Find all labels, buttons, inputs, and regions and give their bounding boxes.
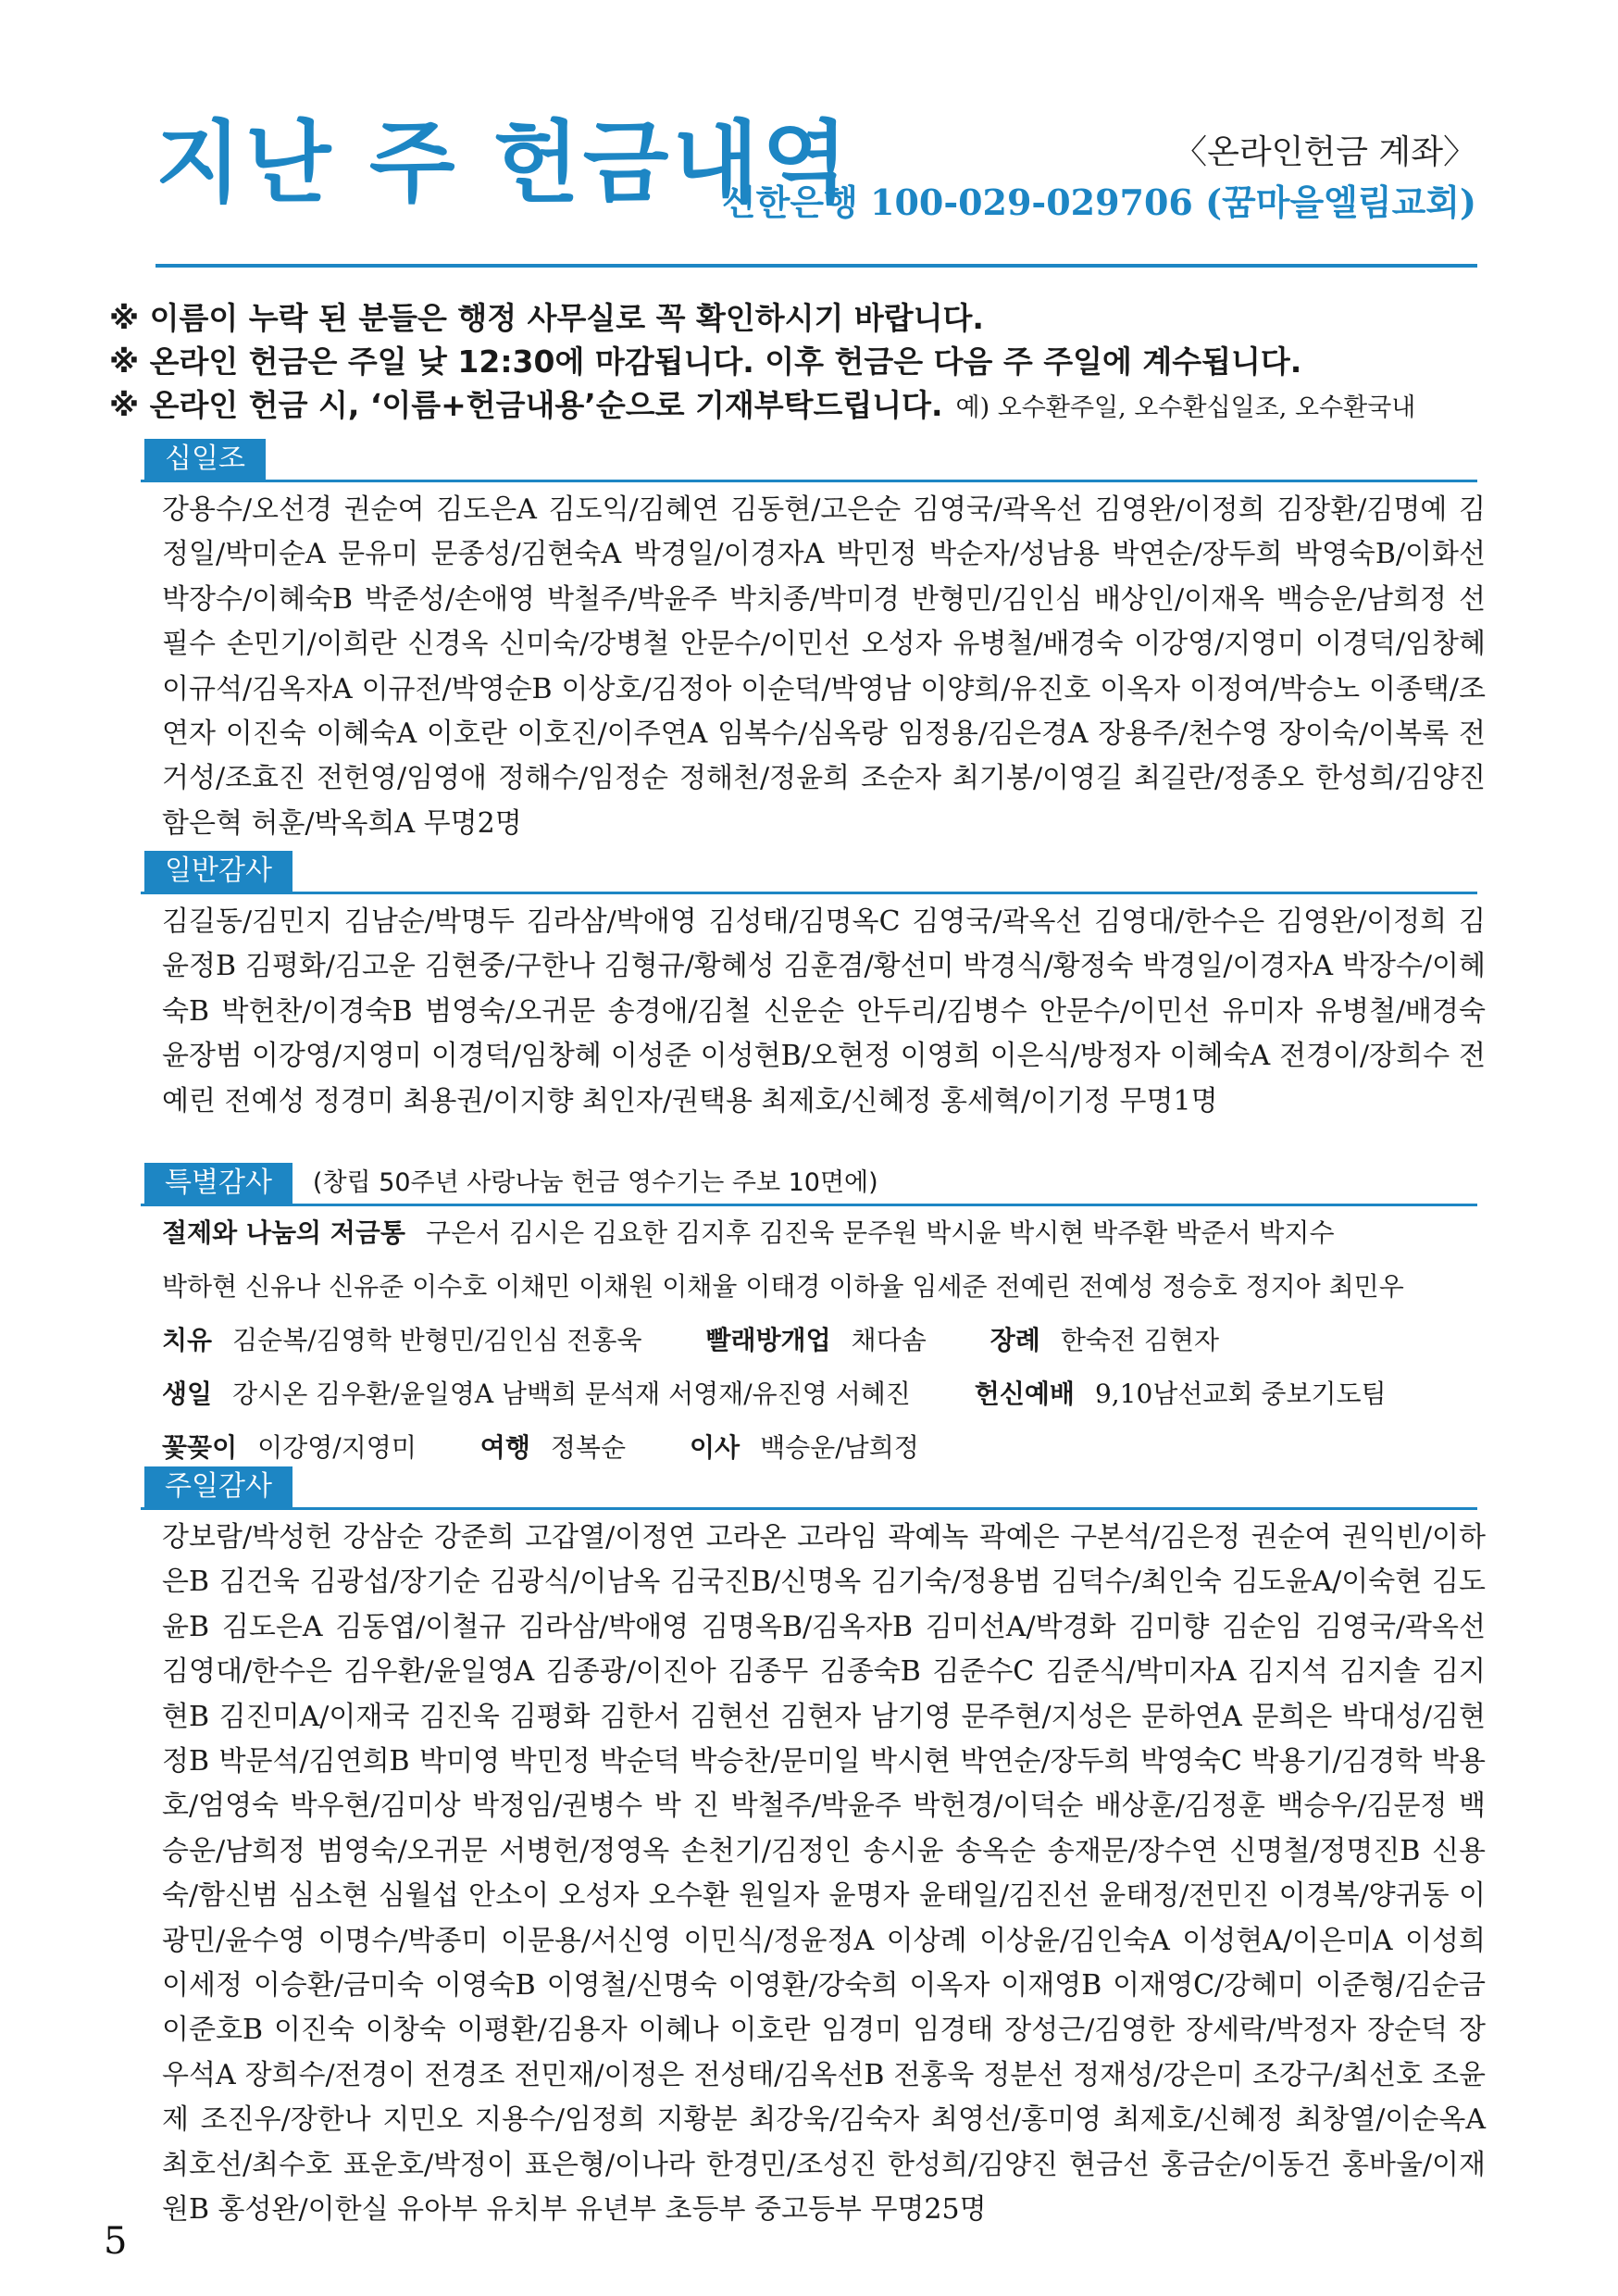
special-item-value: 이강영/지영미 bbox=[257, 1432, 417, 1463]
special-item-value: 구은서 김시은 김요한 김지후 김진욱 문주원 박시윤 박시현 박주환 박준서 박지수 bbox=[425, 1217, 1335, 1248]
notice-example: 예) 오수환주일, 오수환십일조, 오수환국내 bbox=[955, 393, 1416, 422]
section-special-thanks bbox=[141, 1163, 1477, 1475]
special-note: (창립 50주년 사랑나눔 헌금 영수기는 주보 10면에) bbox=[312, 1168, 878, 1197]
section-label-general: 일반감사 bbox=[144, 851, 292, 892]
section-label-sunday: 주일감사 bbox=[144, 1466, 292, 1507]
section-header bbox=[141, 851, 1477, 894]
special-row-saving-cont bbox=[162, 1260, 1486, 1314]
notice-online-format bbox=[109, 381, 1415, 425]
section-sunday-thanks bbox=[141, 1466, 1486, 2233]
special-item-label: 치유 bbox=[162, 1325, 213, 1355]
special-item-value: 강시온 김우환/윤일영A 남백희 문석재 서영재/유진영 서혜진 bbox=[232, 1379, 911, 1409]
tithe-names: 강용수/오선경 권순여 김도은A 김도익/김혜연 김동현/고은순 김영국/곽옥선 김영완/이정희 김장환/김명예 김정일/박미순A 문유미 문종성/김현숙A 박경일/이경자A 박민정 박순자/성남용 박연순/장두희 박영숙B/이화선 박장수/이혜숙B 박준성/손애영 박철주/박윤주 박치종/박미경 반형민/김인심 배상인/이재옥 백승운/남희정 선필수 손민기/이희란 신경옥 신미숙/강병철 안문수/이민선 오성자 유병철/배경숙 이강영/지영미 이경덕/임창혜 이규석/김옥자A 이규전/박영순B 이상호/김정아 이순덕/박영남 이양희/유진호 이옥자 이정여/박승노 이종택/조연자 이진숙 이혜숙A 이호란 이호진/이주연A 임복수/심옥랑 임정용/김은경A 장용주/천수영 장이숙/이복록 전거성/조효진 전헌영/임영애 정해수/임정순 정해천/정윤희 조순자 최기봉/이영길 최길란/정종오 한성희/김양진 함은혁 허훈/박옥희A 무명2명 bbox=[162, 493, 1486, 840]
account-label: 〈온라인헌금 계좌〉 bbox=[1174, 133, 1476, 171]
special-item-label: 이사 bbox=[689, 1432, 741, 1463]
section-general-thanks bbox=[141, 851, 1486, 1124]
section-label-special: 특별감사 bbox=[144, 1163, 292, 1204]
special-item-value: 박하현 신유나 신유준 이수호 이채민 이채원 이채율 이태경 이하율 임세준 전예린 전예성 정승호 정지아 최민우 bbox=[162, 1271, 1404, 1302]
notice-online-deadline: ※ 온라인 헌금은 주일 낮 12:30에 마감됩니다. 이후 헌금은 다음 주 주일에 계수됩니다. bbox=[109, 343, 1302, 380]
special-list bbox=[162, 1206, 1486, 1475]
special-row bbox=[162, 1367, 1486, 1421]
special-row bbox=[162, 1314, 1486, 1367]
section-header bbox=[141, 439, 1477, 482]
sunday-names: 강보람/박성헌 강삼순 강준희 고갑열/이정연 고라온 고라임 곽예녹 곽예은 구본석/김은정 권순여 권익빈/이하은B 김건욱 김광섭/장기순 김광식/이남옥 김국진B/신명옥 김기숙/정용범 김덕수/최인숙 김도윤A/이숙현 김도윤B 김도은A 김동엽/이철규 김라삼/박애영 김명옥B/김옥자B 김미선A/박경화 김미향 김순임 김영국/곽옥선 김영대/한수은 김우환/윤일영A 김종광/이진아 김종무 김종숙B 김준수C 김준식/박미자A 김지석 김지솔 김지현B 김진미A/이재국 김진욱 김평화 김한서 김현선 김현자 남기영 문주현/지성은 문하연A 문희은 박대성/김현정B 박문석/김연희B 박미영 박민정 박순덕 박승찬/문미일 박시현 박연순/장두희 박영숙C 박용기/김경학 박용호/엄영숙 박우현/김미상 박정임/권병수 박 진 박철주/박윤주 박헌경/이덕순 배상훈/김정훈 백승우/김문정 백승운/남희정 범영숙/오귀문 서병헌/정영옥 손천기/김정인 송시윤 송옥순 송재문/장수연 신명철/정명진B 신용숙/함신범 심소현 심월섭 안소이 오성자 오수환 원일자 윤명자 윤태일/김진선 윤태정/전민진 이경복/양귀동 이광민/윤수영 이명수/박종미 이문용/서신영 이민식/정윤정A 이상례 이상윤/김인숙A 이성현A/이은미A 이성희 이세정 이승환/금미숙 이영숙B 이영철/신명숙 이영환/강숙희 이옥자 이재영B 이재영C/강혜미 이준형/김순금 이준호B 이진숙 이창숙 이평환/김용자 이혜나 이호란 임경미 임경태 장성근/김영한 장세락/박정자 장순덕 장우석A 장희수/전경이 전경조 전민재/이정은 전성태/김옥선B 전홍욱 정분선 정재성/강은미 조강구/최선호 조윤제 조진우/장한나 지민오 지용수/임정희 지황분 최강욱/김숙자 최영선/홍미영 최제호/신혜정 최창열/이순옥A 최호선/최수호 표운호/박정이 표은형/이나라 한경민/조성진 한성희/김양진 현금선 홍금순/이동건 홍바울/이재원B 홍성완/이한실 유아부 유치부 유년부 초등부 중고등부 무명25명 bbox=[162, 1521, 1486, 2227]
notice-missing-names: ※ 이름이 누락 된 분들은 행정 사무실로 꼭 확인하시기 바랍니다. bbox=[109, 300, 984, 336]
page-title: 지난 주 헌금내역 bbox=[156, 111, 852, 215]
special-item-label: 절제와 나눔의 저금통 bbox=[162, 1217, 405, 1248]
section-header bbox=[141, 1466, 1477, 1510]
special-item-label: 꽃꽂이 bbox=[162, 1432, 238, 1463]
account-info: 신한은행 100-029-029706 (꿈마을엘림교회) bbox=[721, 181, 1476, 223]
special-item-value: 백승운/남희정 bbox=[760, 1432, 919, 1463]
special-item-label: 헌신예배 bbox=[974, 1379, 1075, 1409]
notice-format-text: ※ 온라인 헌금 시, ‘이름+헌금내용’순으로 기재부탁드립니다. bbox=[109, 387, 943, 423]
header-divider bbox=[156, 264, 1477, 268]
special-item-value: 정복순 bbox=[550, 1432, 627, 1463]
page-number: 5 bbox=[104, 2220, 128, 2263]
special-item-label: 장례 bbox=[989, 1325, 1040, 1355]
special-item-label: 생일 bbox=[162, 1379, 213, 1409]
section-tithe bbox=[141, 439, 1486, 846]
special-item-value: 채다솜 bbox=[851, 1325, 927, 1355]
special-item-label: 여행 bbox=[479, 1432, 530, 1463]
special-row-saving bbox=[162, 1206, 1486, 1260]
special-item-value: 김순복/김영학 반형민/김인심 전홍욱 bbox=[232, 1325, 642, 1355]
section-header bbox=[141, 1163, 1477, 1206]
special-item-value: 한숙전 김현자 bbox=[1060, 1325, 1220, 1355]
special-item-value: 9,10남선교회 중보기도팀 bbox=[1094, 1379, 1387, 1409]
special-item-label: 빨래방개업 bbox=[705, 1325, 831, 1355]
section-label-tithe: 십일조 bbox=[144, 439, 266, 480]
general-names: 김길동/김민지 김남순/박명두 김라삼/박애영 김성태/김명옥C 김영국/곽옥선 김영대/한수은 김영완/이정희 김윤정B 김평화/김고운 김현중/구한나 김형규/황혜성 김훈겸/황선미 박경식/황정숙 박경일/이경자A 박장수/이혜숙B 박헌찬/이경숙B 범영숙/오귀문 송경애/김철 신운순 안두리/김병수 안문수/이민선 유미자 유병철/배경숙 윤장범 이강영/지영미 이경덕/임창혜 이성준 이성현B/오현정 이영희 이은식/방정자 이혜숙A 전경이/장희수 전예린 전예성 정경미 최용권/이지향 최인자/권택용 최제호/신혜정 홍세혁/이기정 무명1명 bbox=[162, 905, 1486, 1117]
